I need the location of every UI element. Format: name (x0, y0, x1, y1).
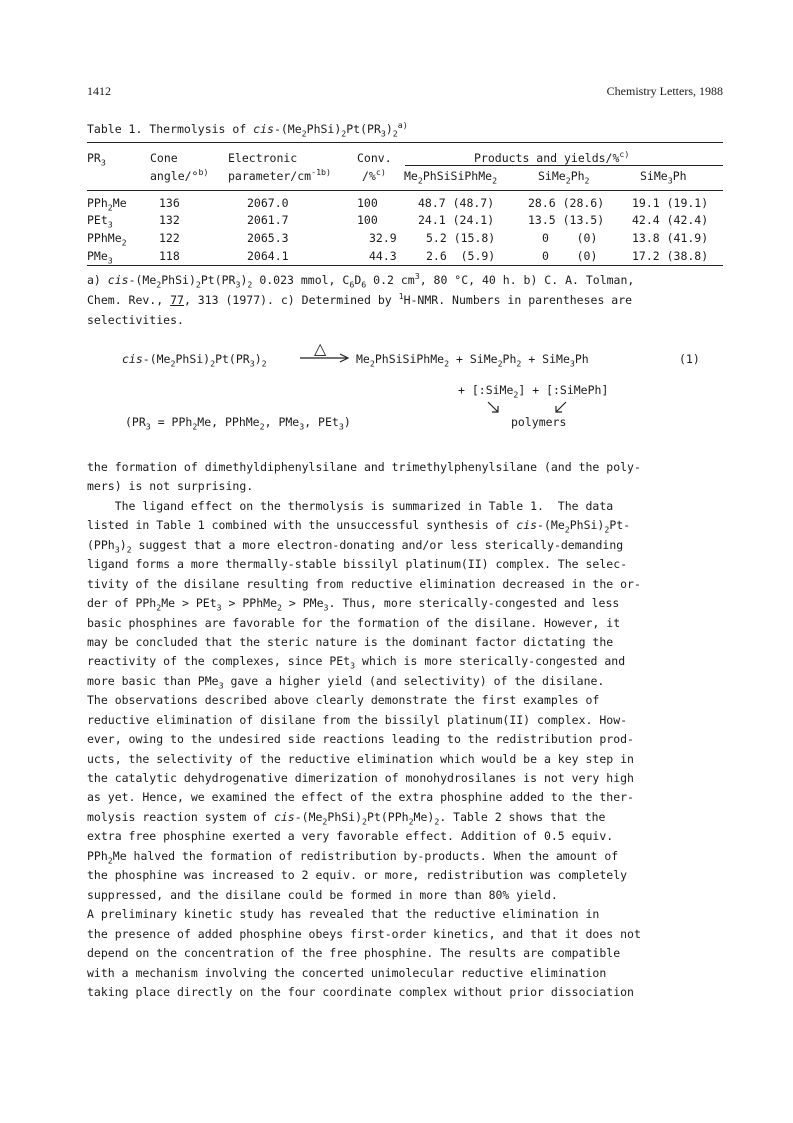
col-header-sime2ph2: $SiMe_2Ph_2$ (538, 169, 590, 186)
cell-pr3: PPhMe$_2$ (87, 231, 127, 248)
cell-yield-sime3ph: 13.8 (41.9) (632, 231, 709, 245)
cell-cone: 118 (159, 249, 180, 263)
body-line: the phosphine was increased to 2 equiv. or more, redistribution was completely (87, 868, 628, 882)
body-line: molysis reaction system of cis-$(Me_2PhSi)_2Pt(PPh_2Me)_2$. Table 2 shows that the (87, 810, 606, 827)
cell-yield-disilane: 2.6 (5.9) (426, 249, 496, 263)
body-line: reductive elimination of disilane from the bissilyl platinum(II) complex. How- (87, 713, 628, 727)
cell-yield-disilane: 5.2 (15.8) (426, 231, 496, 245)
col-header-sime3ph: SiMe$_3$Ph (640, 169, 687, 186)
body-line: The observations described above clearly demonstrate the first examples of (87, 693, 600, 707)
cell-electronic: 2061.7 (247, 213, 289, 227)
table-caption: Table 1. Thermolysis of cis-$(Me_2PhSi)_2Pt(PR_3)_2^{a)}$ (87, 120, 408, 139)
cell-yield-sime2ph2: 0 (0) (542, 231, 598, 245)
journal-running-head: Chemistry Letters, 1988 (606, 84, 723, 98)
col-header-products: Products and yields/%$^{c)}$ (474, 149, 630, 165)
body-line: as yet. Hence, we examined the effect of the extra phosphine added to the ther- (87, 790, 634, 804)
body-line: A preliminary kinetic study has revealed that the reductive elimination in (87, 907, 600, 921)
scheme-reactant: cis-$(Me_2PhSi)_2Pt(PR_3)_2$ (122, 352, 267, 369)
cell-pr3: PMe$_3$ (87, 249, 113, 266)
col-header-conv-unit: /%$^{c)}$ (362, 167, 386, 183)
products-subheader-rule (405, 165, 723, 166)
table-bottom-rule (87, 265, 723, 266)
body-line: the catalytic dehydrogenative dimerization of monohydrosilanes is not very high (87, 771, 634, 785)
body-line: basic phosphines are favorable for the formation of the disilane. However, it (87, 616, 621, 630)
body-line: reactivity of the complexes, since PEt$_3$ which is more sterically-congested and (87, 654, 626, 671)
body-line: listed in Table 1 combined with the unsuccessful synthesis of cis-$(Me_2PhSi)_2Pt-$ (87, 518, 631, 535)
equation-number: (1) (679, 352, 700, 366)
cell-yield-disilane: 48.7 (48.7) (418, 196, 495, 210)
cell-conv: 44.3 (369, 249, 397, 263)
cell-yield-sime2ph2: 0 (0) (542, 249, 598, 263)
scheme-ligand-legend: ($PR_3 = PPh_2Me$, PPhMe$_2$, PMe$_3$, PEt$_3$) (125, 415, 351, 432)
body-line: The ligand effect on the thermolysis is summarized in Table 1. The data (87, 499, 614, 513)
body-line: may be concluded that the steric nature is the dominant factor dictating the (87, 635, 614, 649)
cell-cone: 136 (159, 196, 180, 210)
col-header-cone: Cone (150, 151, 178, 165)
col-header-disilane: $Me_2PhSiSiPhMe_2$ (404, 169, 498, 186)
polymerization-arrows-icon (484, 400, 574, 416)
heat-delta-icon: △ (314, 341, 327, 358)
body-line: the formation of dimethyldiphenylsilane and trimethylphenylsilane (and the poly- (87, 460, 641, 474)
cell-conv: 100 (357, 213, 378, 227)
body-line: $(PPh_3)_2$ suggest that a more electron-donating and/or less sterically-demanding (87, 538, 624, 555)
cell-electronic: 2064.1 (247, 249, 289, 263)
body-line: taking place directly on the four coordinate complex without prior dissociation (87, 985, 634, 999)
cell-pr3: PEt$_3$ (87, 213, 113, 230)
cell-yield-sime2ph2: 28.6 (28.6) (528, 196, 605, 210)
cell-cone: 122 (159, 231, 180, 245)
body-line: extra free phosphine exerted a very favorable effect. Addition of 0.5 equiv. (87, 829, 614, 843)
cell-yield-sime3ph: 17.2 (38.8) (632, 249, 709, 263)
cell-electronic: 2067.0 (247, 196, 289, 210)
cell-pr3: PPh$_2$Me (87, 196, 127, 213)
footnote-c: selectivities. (87, 313, 184, 327)
cell-conv: 100 (357, 196, 378, 210)
col-header-conv: Conv. (357, 151, 392, 165)
col-header-electronic-unit: parameter/$cm^{-1b)}$ (228, 167, 331, 183)
cell-yield-sime3ph: 42.4 (42.4) (632, 213, 709, 227)
body-line: with a mechanism involving the concerted unimolecular reductive elimination (87, 966, 607, 980)
reaction-arrow-icon (300, 352, 350, 364)
body-line: the presence of added phosphine obeys first-order kinetics, and that it does not (87, 927, 641, 941)
scheme-polymers: polymers (511, 415, 567, 429)
footnote-b: Chem. Rev., 77, 313 (1977). c) Determined by $^1$H-NMR. Numbers in parentheses are (87, 291, 633, 307)
body-line: PPh$_2$Me halved the formation of redistribution by-products. When the amount of (87, 849, 619, 866)
body-line: tivity of the disilane resulting from reductive elimination decreased in the or- (87, 577, 641, 591)
cell-yield-sime3ph: 19.1 (19.1) (632, 196, 709, 210)
body-line: mers) is not surprising. (87, 479, 254, 493)
col-header-cone-unit: angle/°$^{b)}$ (150, 167, 209, 183)
cell-yield-sime2ph2: 13.5 (13.5) (528, 213, 605, 227)
col-header-pr3: $PR_3$ (87, 151, 106, 168)
cell-conv: 32.9 (369, 231, 397, 245)
body-line: ever, owing to the undesired side reactions leading to the redistribution prod- (87, 732, 634, 746)
page-number: 1412 (87, 84, 111, 98)
body-line: der of PPh$_2$Me > PEt$_3$ > PPhMe$_2$ > PMe$_3$. Thus, more sterically-congested and less (87, 596, 620, 613)
body-line: suppressed, and the disilane could be formed in more than 80% yield. (87, 888, 558, 902)
cell-yield-disilane: 24.1 (24.1) (418, 213, 495, 227)
footnote-a: a) cis-$(Me_2PhSi)_2Pt(PR_3)_2$ 0.023 mmol, $C_6D_6$ 0.2 $cm^3$, 80 °C, 40 h. b) C. A. Tolman, (87, 271, 635, 290)
cell-cone: 132 (159, 213, 180, 227)
table-top-rule (87, 142, 723, 143)
scheme-products: $Me_2PhSiSiPhMe_2$ + $SiMe_2Ph_2$ + SiMe$_3$Ph (356, 352, 589, 369)
body-line: ucts, the selectivity of the reductive elimination which would be a key step in (87, 752, 634, 766)
cell-electronic: 2065.3 (247, 231, 289, 245)
body-line: depend on the concentration of the free phosphine. The results are compatible (87, 946, 621, 960)
col-header-electronic: Electronic (228, 151, 298, 165)
table-header-rule (87, 190, 723, 191)
body-line: ligand forms a more thermally-stable bissilyl platinum(II) complex. The selec- (87, 557, 628, 571)
body-line: more basic than PMe$_3$ gave a higher yield (and selectivity) of the disilane. (87, 674, 605, 691)
scheme-intermediates: + [:SiMe$_2$] + [:SiMePh] (458, 383, 609, 400)
